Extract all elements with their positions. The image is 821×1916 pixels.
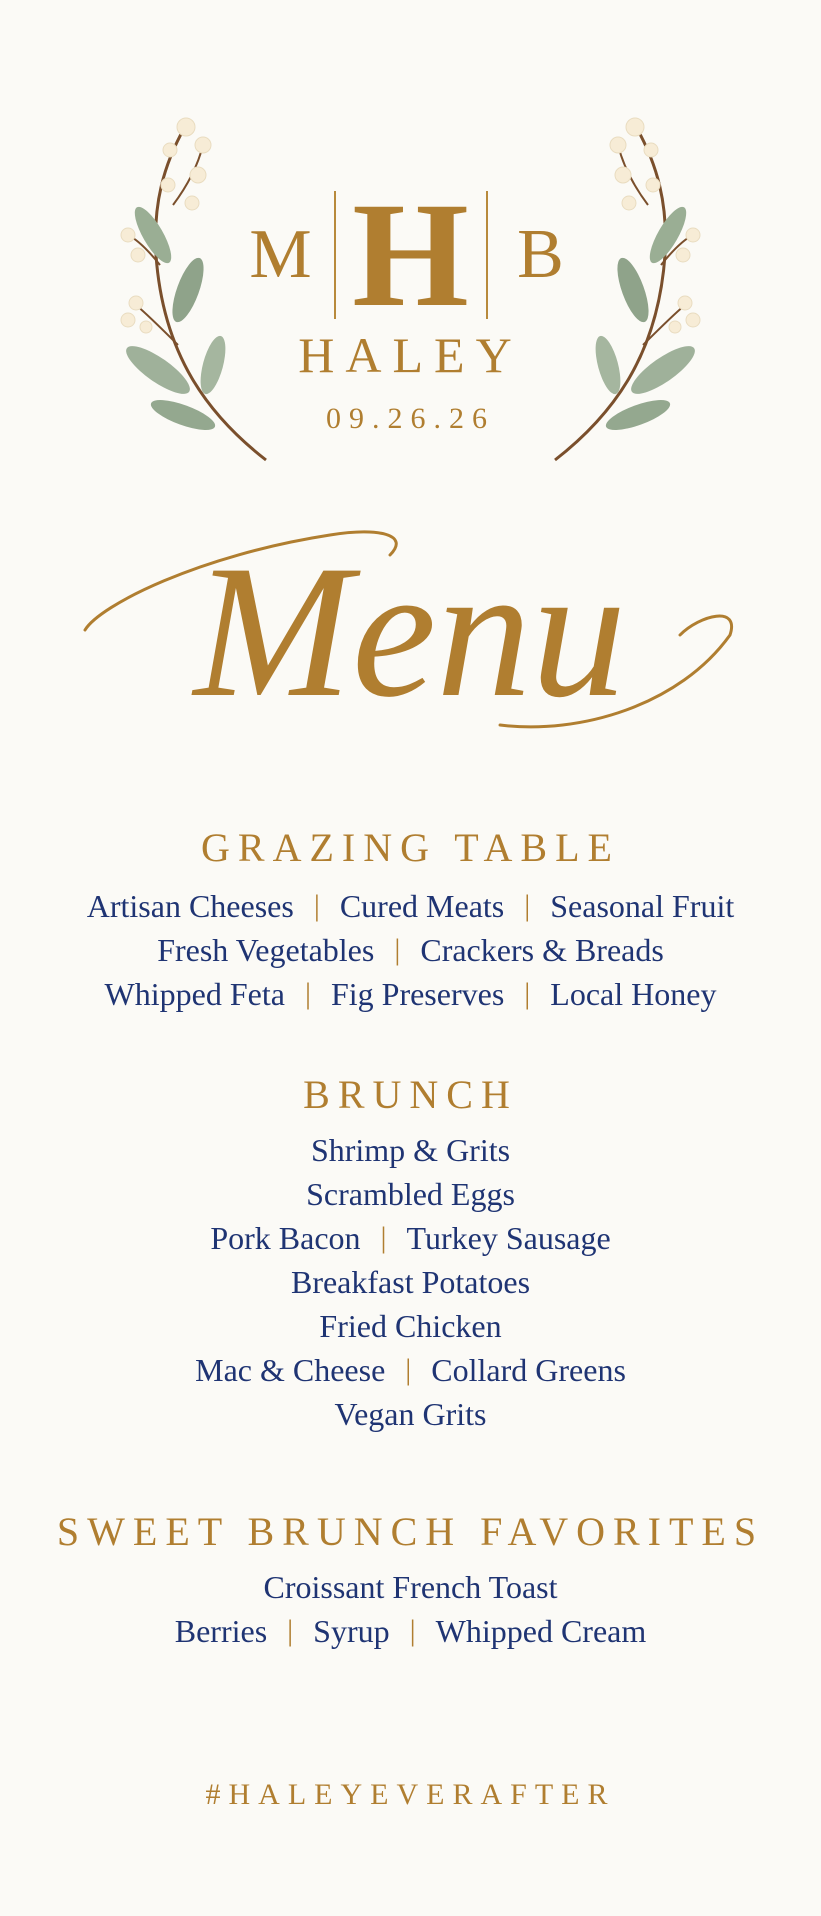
menu-item: Whipped Feta (104, 976, 285, 1012)
menu-item: Berries (174, 1613, 268, 1649)
separator: | (405, 1353, 412, 1386)
menu-line (0, 1565, 821, 1609)
monogram-right-letter: B (517, 216, 564, 293)
menu-item: Local Honey (550, 976, 717, 1012)
monogram-center-letter: H (352, 172, 469, 338)
menu-line (0, 928, 821, 972)
monogram-divider (334, 191, 336, 319)
menu-item: Mac & Cheese (195, 1352, 386, 1388)
menu-item: Cured Meats (339, 888, 505, 924)
event-date: 09.26.26 (326, 402, 495, 435)
section-heading-sweet-brunch-favorites: SWEET BRUNCH FAVORITES (56, 1509, 765, 1554)
menu-line (0, 884, 821, 928)
menu-item: Fried Chicken (319, 1308, 502, 1344)
separator: | (394, 933, 401, 966)
monogram (0, 172, 821, 338)
menu-item: Scrambled Eggs (306, 1176, 515, 1212)
menu-item: Fig Preserves (330, 976, 505, 1012)
menu-item: Whipped Cream (435, 1613, 647, 1649)
section-heading-grazing-table: GRAZING TABLE (201, 825, 620, 870)
menu-item: Collard Greens (431, 1352, 626, 1388)
menu-item: Shrimp & Grits (310, 1132, 511, 1168)
separator: | (524, 889, 531, 922)
menu-item: Crackers & Breads (420, 932, 664, 968)
menu-line (0, 1172, 821, 1216)
separator: | (380, 1221, 387, 1254)
separator: | (304, 977, 311, 1010)
menu-item: Croissant French Toast (263, 1569, 558, 1605)
menu-item: Fresh Vegetables (157, 932, 375, 968)
menu-script-title (80, 495, 740, 775)
surname: HALEY (298, 327, 523, 383)
separator: | (409, 1614, 416, 1647)
menu-line (0, 972, 821, 1016)
menu-line (0, 1216, 821, 1260)
menu-line (0, 1392, 821, 1436)
menu-item: Artisan Cheeses (86, 888, 294, 924)
separator: | (313, 889, 320, 922)
menu-line (0, 1609, 821, 1653)
menu-line (0, 1260, 821, 1304)
section-heading-brunch: BRUNCH (303, 1072, 518, 1117)
monogram-left-letter: M (249, 216, 312, 293)
menu-line (0, 1128, 821, 1172)
menu-item: Pork Bacon (210, 1220, 361, 1256)
separator: | (287, 1614, 294, 1647)
menu-line (0, 1304, 821, 1348)
menu-item: Vegan Grits (334, 1396, 487, 1432)
menu-title-text: Menu (193, 527, 627, 737)
section-items-grazing-table (0, 884, 821, 1016)
section-items-sweet-brunch-favorites (0, 1565, 821, 1653)
menu-item: Seasonal Fruit (550, 888, 735, 924)
separator: | (524, 977, 531, 1010)
menu-item: Syrup (313, 1613, 390, 1649)
section-items-brunch (0, 1128, 821, 1436)
hashtag: #HALEYEVERAFTER (205, 1778, 616, 1811)
menu-line (0, 1348, 821, 1392)
menu-item: Turkey Sausage (406, 1220, 611, 1256)
menu-item: Breakfast Potatoes (290, 1264, 531, 1300)
monogram-divider (486, 191, 488, 319)
